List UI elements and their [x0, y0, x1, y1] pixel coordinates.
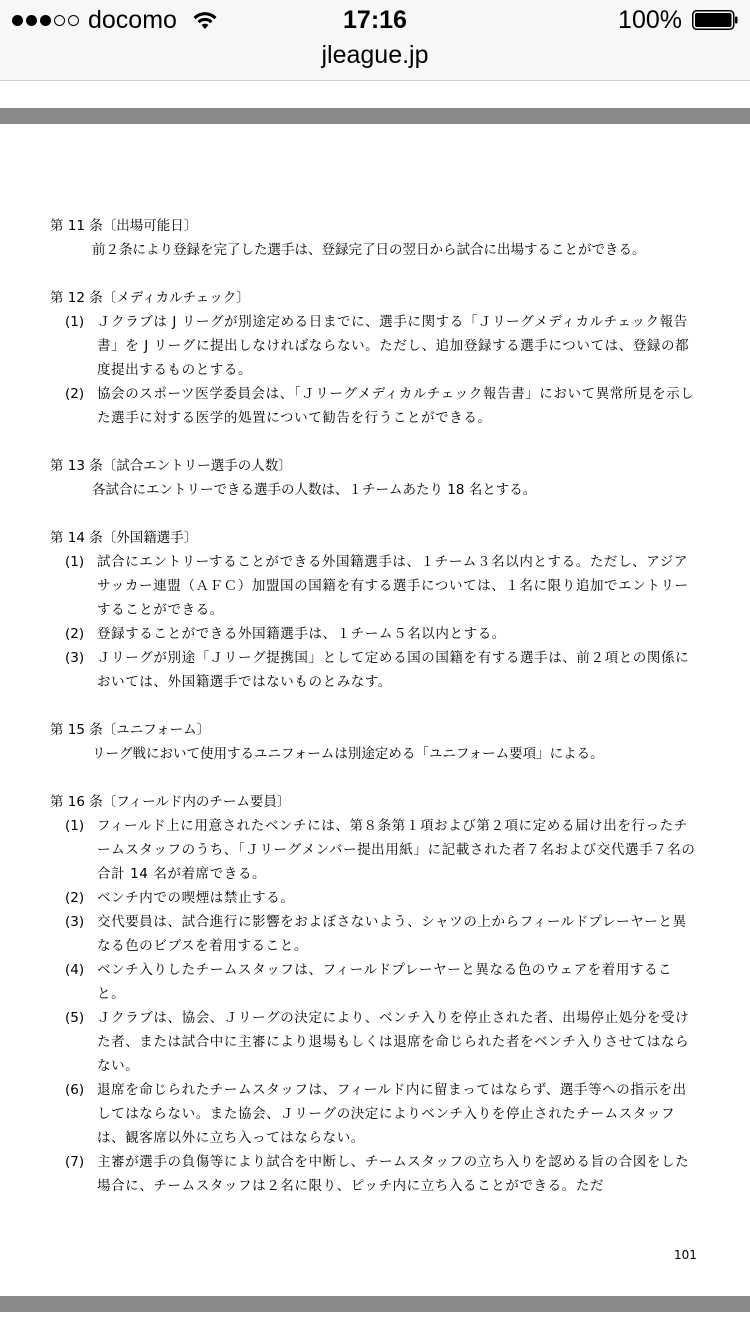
article-item [50, 1150, 700, 1198]
carrier-name: docomo [88, 6, 177, 34]
item-number: (2) [65, 386, 85, 402]
item-text: 退席を命じられたチームスタッフは、フィールド内に留まってはならず、選手等への指示を出してはならない。また協会、Ｊリーグの決定によりベンチ入りを停止されたチームスタッフは、観客席以外に立ち入ってはならない。 [97, 1082, 687, 1146]
article-item [50, 886, 700, 910]
item-number: (5) [65, 1010, 85, 1026]
article-item [50, 1078, 700, 1150]
page-number: 101 [674, 1248, 697, 1262]
article-heading: 第 12 条〔メディカルチェック〕 [50, 290, 250, 306]
article-heading: 第 14 条〔外国籍選手〕 [50, 530, 198, 546]
item-number: (6) [65, 1082, 85, 1098]
item-number: (2) [65, 890, 85, 906]
clock: 17:16 [343, 6, 407, 34]
article-item [50, 814, 700, 886]
article-item [50, 1006, 700, 1078]
article-heading: 第 13 条〔試合エントリー選手の人数〕 [50, 458, 292, 474]
item-number: (2) [65, 626, 85, 642]
item-text: 協会のスポーツ医学委員会は、「Ｊリーグメディカルチェック報告書」において異常所見を示した選手に対する医学的処置について勧告を行うことができる。 [97, 386, 695, 426]
article-body: リーグ戦において使用するユニフォームは別途定める「ユニフォーム要項」による。 [92, 746, 604, 762]
item-text: フィールド上に用意されたベンチには、第８条第１項および第２項に定める届け出を行ったチームスタッフのうち、「Ｊリーグメンバー提出用紙」に記載された者７名および交代選手７名の合計 14 名が着席できる。 [97, 818, 696, 882]
item-number: (7) [65, 1154, 85, 1170]
status-bar [0, 0, 750, 40]
item-number: (1) [65, 554, 85, 570]
address-bar[interactable] [0, 40, 750, 81]
article-heading: 第 16 条〔フィールド内のチーム要員〕 [50, 794, 291, 810]
item-number: (1) [65, 818, 85, 834]
item-text: Ｊリーグが別途「Ｊリーグ提携国」として定める国の国籍を有する選手は、前２項との関係においては、外国籍選手ではないものとみなす。 [97, 650, 690, 690]
article-item [50, 646, 700, 694]
article-item [50, 310, 700, 382]
item-number: (1) [65, 314, 85, 330]
article-item [50, 382, 700, 430]
page-divider [0, 1296, 750, 1312]
item-text: ベンチ内での喫煙は禁止する。 [97, 890, 295, 906]
item-text: 交代要員は、試合進行に影響をおよぼさないよう、シャツの上からフィールドプレーヤーと異なる色のビブスを着用すること。 [97, 914, 687, 954]
battery-percentage: 100% [618, 6, 682, 34]
article-heading: 第 11 条〔出場可能日〕 [50, 218, 198, 234]
item-number: (3) [65, 914, 85, 930]
page-divider [0, 108, 750, 124]
item-text: Ｊクラブは、協会、Ｊリーグの決定により、ベンチ入りを停止された者、出場停止処分を受けた者、または試合中に主審により退場もしくは退席を命じられた者をベンチ入りさせてはならない。 [97, 1010, 690, 1074]
url-domain: jleague.jp [321, 41, 429, 69]
article-body: 各試合にエントリーできる選手の人数は、１チームあたり 18 名とする。 [92, 482, 537, 498]
document-page [50, 214, 700, 1198]
battery-icon [692, 10, 738, 30]
article-body: 前２条により登録を完了した選手は、登録完了日の翌日から試合に出場することができる。 [92, 242, 646, 258]
article-item [50, 622, 700, 646]
article-item [50, 958, 700, 1006]
article-heading: 第 15 条〔ユニフォーム〕 [50, 722, 211, 738]
item-text: ベンチ入りしたチームスタッフは、フィールドプレーヤーと異なる色のウェアを着用すること。 [97, 962, 673, 1002]
item-text: Ｊクラブは J リーグが別途定める日までに、選手に関する「Ｊリーグメディカルチェック報告書」を J リーグに提出しなければならない。ただし、追加登録する選手については、登録の都度提出するものとする。 [97, 314, 690, 378]
item-text: 試合にエントリーすることができる外国籍選手は、１チーム３名以内とする。ただし、アジアサッカー連盟（ＡＦＣ）加盟国の国籍を有する選手については、１名に限り追加でエントリーすることができる。 [97, 554, 689, 618]
article-item [50, 550, 700, 622]
article-item [50, 910, 700, 958]
item-text: 登録することができる外国籍選手は、１チーム５名以内とする。 [97, 626, 506, 642]
item-text: 主審が選手の負傷等により試合を中断し、チームスタッフの立ち入りを認める旨の合図をした場合に、チームスタッフは２名に限り、ピッチ内に立ち入ることができる。ただ [97, 1154, 690, 1194]
item-number: (4) [65, 962, 85, 978]
item-number: (3) [65, 650, 85, 666]
